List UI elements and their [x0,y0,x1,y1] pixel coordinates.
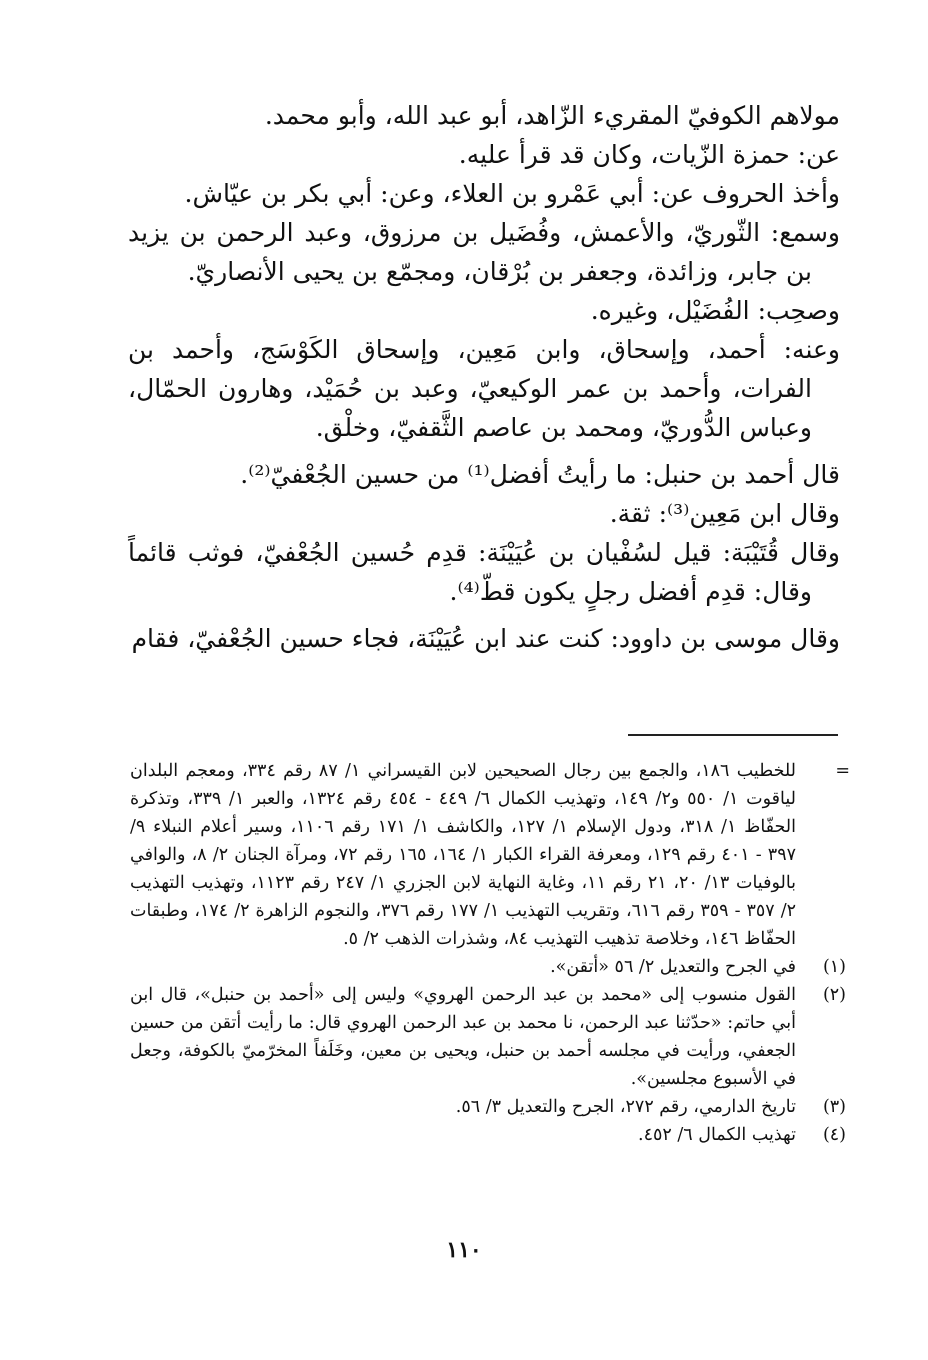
footnote-mark: (٤) [822,1125,846,1145]
footnote-text: القول منسوب إلى «محمد بن عبد الرحمن الهروي» وليس إلى «أحمد بن حنبل»، قال ابن أبي حاتم: «حدّثنا عبد الرحمن، نا محمد بن عبد الرحمن الهروي قال: ما رأيت أتقن من حسين الجعفي، ورأيت في مجلسه أحمد بن حنبل، ويحيى بن معين، وخَلَفاً المخرّميّ بالكوفة، وجعل في الأسبوع مجلسين». [130,985,796,1089]
footnote-2 [130,981,846,1093]
page-number: ١١٠ [446,1237,482,1263]
paragraph-lineage: مولاهم الكوفيّ المقريء الزّاهد، أبو عبد الله، وأبو محمد. [264,101,840,130]
footnote-text: تاريخ الدارمي، رقم ٢٧٢، الجرح والتعديل ٣/ ٥٦. [455,1097,796,1117]
paragraph-ahmad-quote: قال أحمد بن حنبل: ما رأيتُ أفضل⁽¹⁾ من حسين الجُعْفيّ⁽²⁾. [240,460,840,489]
footnote-mark: (٢) [822,985,846,1005]
footnote-text: تهذيب الكمال ٦/ ٤٥٢. [638,1125,796,1145]
footnote-mark: (٣) [822,1097,846,1117]
paragraph-teacher-hamza: عن: حمزة الزّيات، وكان قد قرأ عليه. [458,140,840,169]
footnote-mark: = [835,761,850,781]
footnote-1 [130,953,846,981]
footnote-text: في الجرح والتعديل ٢/ ٥٦ «أتقن». [550,957,796,977]
paragraph-ibn-main-quote: وقال ابن مَعِين⁽³⁾: ثقة. [609,499,840,528]
footnote-mark: (١) [822,957,846,977]
paragraph-readings: وأخذ الحروف عن: أبي عَمْرو بن العلاء، وعن: أبي بكر بن عيّاش. [184,179,840,208]
paragraph-heard-from: وسمع: الثّوريّ، والأعمش، وفُضَيل بن مرزوق، وعبد الرحمن بن يزيد بن جابر، وزائدة، وجعفر بن بُرْقان، ومجمّع بن يحيى الأنصاريّ. [128,218,840,286]
main-text [128,96,840,658]
footnote-3 [130,1093,846,1121]
footnote-4 [130,1121,846,1149]
footnotes [130,757,850,1149]
paragraph-qutayba-quote: وقال قُتَيْبَة: قيل لسُفْيان بن عُيَيْنَة: قدِم حُسين الجُعْفيّ، فوثب قائماً وقال: قدِم أفضل رجلٍ يكون قطّ⁽⁴⁾. [128,538,840,606]
footnote-separator [628,734,838,736]
footnote-text: للخطيب ١٨٦، والجمع بين رجال الصحيحين لابن القيسراني ١/ ٨٧ رقم ٣٣٤، ومعجم البلدان لياقوت ١/ ٥٥٠ و٢/ ١٤٩، وتهذيب الكمال ٦/ ٤٤٩ - ٤٥٤ رقم ١٣٢٤، والعبر ١/ ٣٣٩، وتذكرة الحفّاظ ١/ ٣١٨، ودول الإسلام ١/ ١٢٧، والكاشف ١/ ١٧١ رقم ١١٠٦، وسير أعلام النبلاء ٩/ ٣٩٧ - ٤٠١ رقم ١٢٩، ومعرفة القراء الكبار ١/ ١٦٤، ١٦٥ رقم ٧٢، ومرآة الجنان ٢/ ٨، والوافي بالوفيات ١٣/ ٢٠، ٢١ رقم ١١، وغاية النهاية لابن الجزري ١/ ٢٤٧ رقم ١١٢٣، وتهذيب التهذيب ٢/ ٣٥٧ - ٣٥٩ رقم ٦١٦، وتقريب التهذيب ١/ ١٧٧ رقم ٣٧٦، والنجوم الزاهرة ٢/ ١٧٤، وطبقات الحفّاظ ١٤٦، وخلاصة تذهيب التهذيب ٨٤، وشذرات الذهب ٢/ ٥. [130,761,797,949]
paragraph-students: وعنه: أحمد، وإسحاق، وابن مَعِين، وإسحاق الكَوْسَج، وأحمد بن الفرات، وأحمد بن عمر الوكيعيّ، وعبد بن حُمَيْد، وهارون الحمّال، وعباس الدُّوريّ، ومحمد بن عاصم الثَّقفيّ، وخلْق. [128,335,840,442]
paragraph-musa-quote: وقال موسى بن داوود: كنت عند ابن عُيَيْنَة، فجاء حسين الجُعْفيّ، فقام [131,624,840,653]
footnote-continued [130,757,850,953]
paragraph-companion: وصحِب: الفُضَيْل، وغيره. [590,296,840,325]
